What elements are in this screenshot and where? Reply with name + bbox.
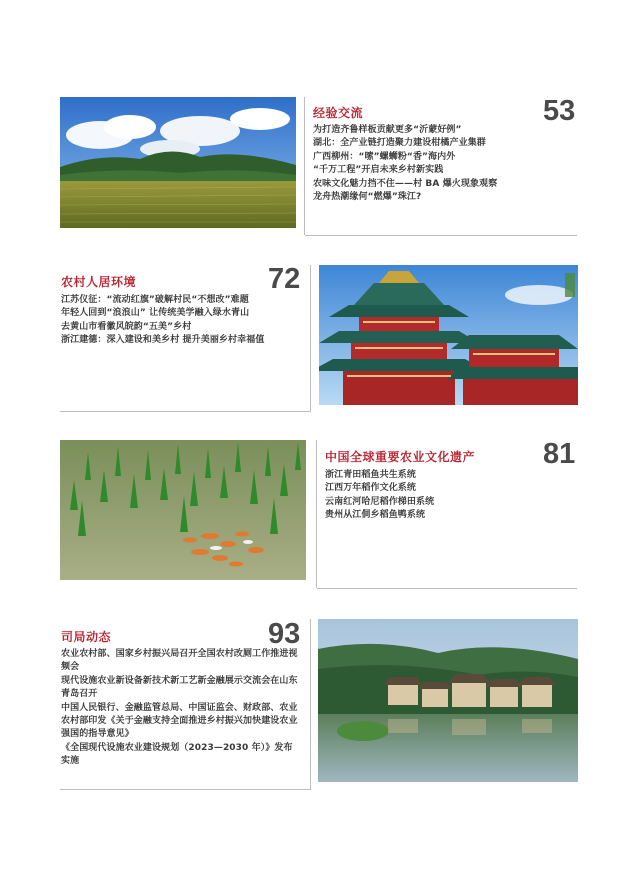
village-lake-photo <box>318 619 578 782</box>
divider-vertical <box>304 97 305 235</box>
list-item[interactable]: 年轻人回到“浪浪山” 让传统美学融入绿水青山 <box>61 308 250 319</box>
list-item[interactable]: 湖北：全产业链打造聚力建设柑橘产业集群 <box>313 138 486 149</box>
list-item[interactable]: 为打造齐鲁样板贡献更多“沂蒙好例” <box>313 125 462 135</box>
list-item[interactable]: 江西万年稻作文化系统 <box>325 483 417 494</box>
list-item[interactable]: 农味文化魅力挡不住——村 BA 爆火现象观察 <box>313 178 498 189</box>
article-list-yichan <box>325 469 434 523</box>
divider-horizontal <box>60 789 311 790</box>
article-list-renju <box>61 294 264 348</box>
section-title-siju: 司局动态 <box>61 630 112 644</box>
article-list-siju <box>61 648 301 769</box>
list-item[interactable]: “千万工程”开启未来乡村新实践 <box>313 165 444 176</box>
list-item[interactable]: 中国人民银行、金融监管总局、中国证监会、财政部、农业农村部印发《关于金融支持全面推进乡村振兴加快建设农业强国的指导意见》 <box>61 702 298 740</box>
divider-horizontal <box>317 588 577 589</box>
page-number-53: 53 <box>543 95 576 127</box>
list-item[interactable]: 贵州从江侗乡稻鱼鸭系统 <box>325 510 426 521</box>
list-item[interactable]: 浙江建德：深入建设和美乡村 提升美丽乡村幸福值 <box>61 335 265 346</box>
page-number-93: 93 <box>268 618 301 650</box>
list-item[interactable]: 云南红河哈尼稻作梯田系统 <box>325 496 435 507</box>
divider-horizontal <box>305 235 577 236</box>
rice-fish-paddy-photo <box>60 440 306 580</box>
section-title-yichan: 中国全球重要农业文化遗产 <box>325 450 476 464</box>
list-item[interactable]: 龙舟热潮缘何“燃爆”珠江? <box>313 192 422 203</box>
list-item[interactable]: 广西柳州：“嗦”螺蛳粉“香”海内外 <box>313 151 456 162</box>
list-item[interactable]: 江苏仪征：“流动红旗”破解村民“不想改”难题 <box>61 295 249 305</box>
list-item[interactable]: 去黄山市看徽风皖韵“五美”乡村 <box>61 321 192 332</box>
divider-horizontal <box>60 411 311 412</box>
list-item[interactable]: 农业农村部、国家乡村振兴局召开全国农村改厕工作推进视频会 <box>61 649 298 673</box>
divider-vertical <box>310 265 311 412</box>
list-item[interactable]: 《全国现代设施农业建设规划（2023—2030 年）》发布实施 <box>61 742 293 767</box>
section-title-jingyan: 经验交流 <box>313 106 364 120</box>
pagoda-tower-photo <box>319 265 578 405</box>
article-list-jingyan <box>313 124 497 204</box>
list-item[interactable]: 现代设施农业新设备新技术新工艺新金融展示交流会在山东青岛召开 <box>61 675 298 700</box>
section-title-renju: 农村人居环境 <box>61 275 137 289</box>
page-number-81: 81 <box>543 438 576 470</box>
list-item[interactable]: 浙江青田稻鱼共生系统 <box>325 470 417 480</box>
divider-vertical <box>316 440 317 588</box>
divider-vertical <box>310 619 311 790</box>
page-number-72: 72 <box>268 263 301 295</box>
field-mountain-photo <box>60 97 296 228</box>
